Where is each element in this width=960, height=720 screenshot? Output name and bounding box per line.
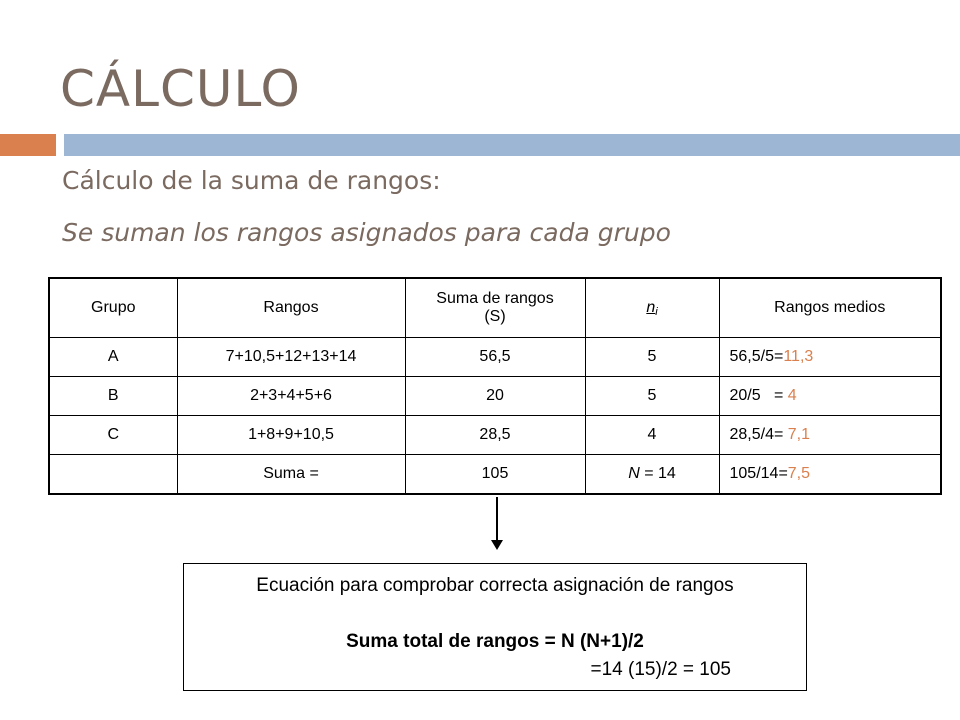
cell-medios-value: 7,5 <box>787 465 811 482</box>
cell-rangos: 2+3+4+5+6 <box>177 377 405 416</box>
cell-n: 4 <box>585 416 719 455</box>
header-suma-line1: Suma de rangos <box>436 290 554 307</box>
table-header-row <box>49 278 941 338</box>
arrow-down-icon <box>491 540 503 550</box>
cell-suma: 28,5 <box>405 416 585 455</box>
header-grupo: Grupo <box>49 278 177 338</box>
cell-n: 5 <box>585 338 719 377</box>
cell-rangos: 7+10,5+12+13+14 <box>177 338 405 377</box>
equation-result: =14 (15)/2 = 105 <box>590 659 731 680</box>
title-rule-bar <box>64 134 960 156</box>
slide-subtitle: Cálculo de la suma de rangos: <box>62 166 441 195</box>
header-n-sub: i <box>655 305 658 318</box>
cell-total-medios: 105/14=7,5 <box>719 455 941 495</box>
cell-total-label: Suma = <box>177 455 405 495</box>
header-n <box>585 278 719 338</box>
cell-total-n: N = 14 <box>585 455 719 495</box>
table-row <box>49 377 941 416</box>
slide-title: CÁLCULO <box>60 60 301 118</box>
cell-medios-value: 11,3 <box>783 348 814 365</box>
cell-rangos: 1+8+9+10,5 <box>177 416 405 455</box>
cell-medios: 56,5/5=11,3 <box>719 338 941 377</box>
arrow-line <box>496 497 498 542</box>
equation-formula: Suma total de rangos = N (N+1)/2 <box>346 631 644 652</box>
cell-grupo <box>49 455 177 495</box>
header-rangos: Rangos <box>177 278 405 338</box>
ranks-table <box>48 277 942 495</box>
header-n-main: $n_i$ <box>646 298 658 318</box>
table-total-row <box>49 455 941 495</box>
slide-description: Se suman los rangos asignados para cada grupo <box>62 218 671 247</box>
equation-box <box>183 563 807 691</box>
header-suma <box>405 278 585 338</box>
cell-medios-value: 7,1 <box>787 426 811 443</box>
table-row <box>49 338 941 377</box>
header-medios: Rangos medios <box>719 278 941 338</box>
cell-n: 5 <box>585 377 719 416</box>
header-suma-line2: (S) <box>484 308 506 325</box>
table-row <box>49 416 941 455</box>
cell-grupo: C <box>49 416 177 455</box>
cell-grupo: A <box>49 338 177 377</box>
cell-suma: 56,5 <box>405 338 585 377</box>
cell-grupo: B <box>49 377 177 416</box>
cell-suma: 20 <box>405 377 585 416</box>
equation-caption: Ecuación para comprobar correcta asignación de rangos <box>256 575 734 596</box>
cell-medios: 28,5/4= 7,1 <box>719 416 941 455</box>
cell-medios: 20/5 = 4 <box>719 377 941 416</box>
title-rule-accent <box>0 134 56 156</box>
cell-medios-value: 4 <box>787 387 797 404</box>
cell-total-suma: 105 <box>405 455 585 495</box>
